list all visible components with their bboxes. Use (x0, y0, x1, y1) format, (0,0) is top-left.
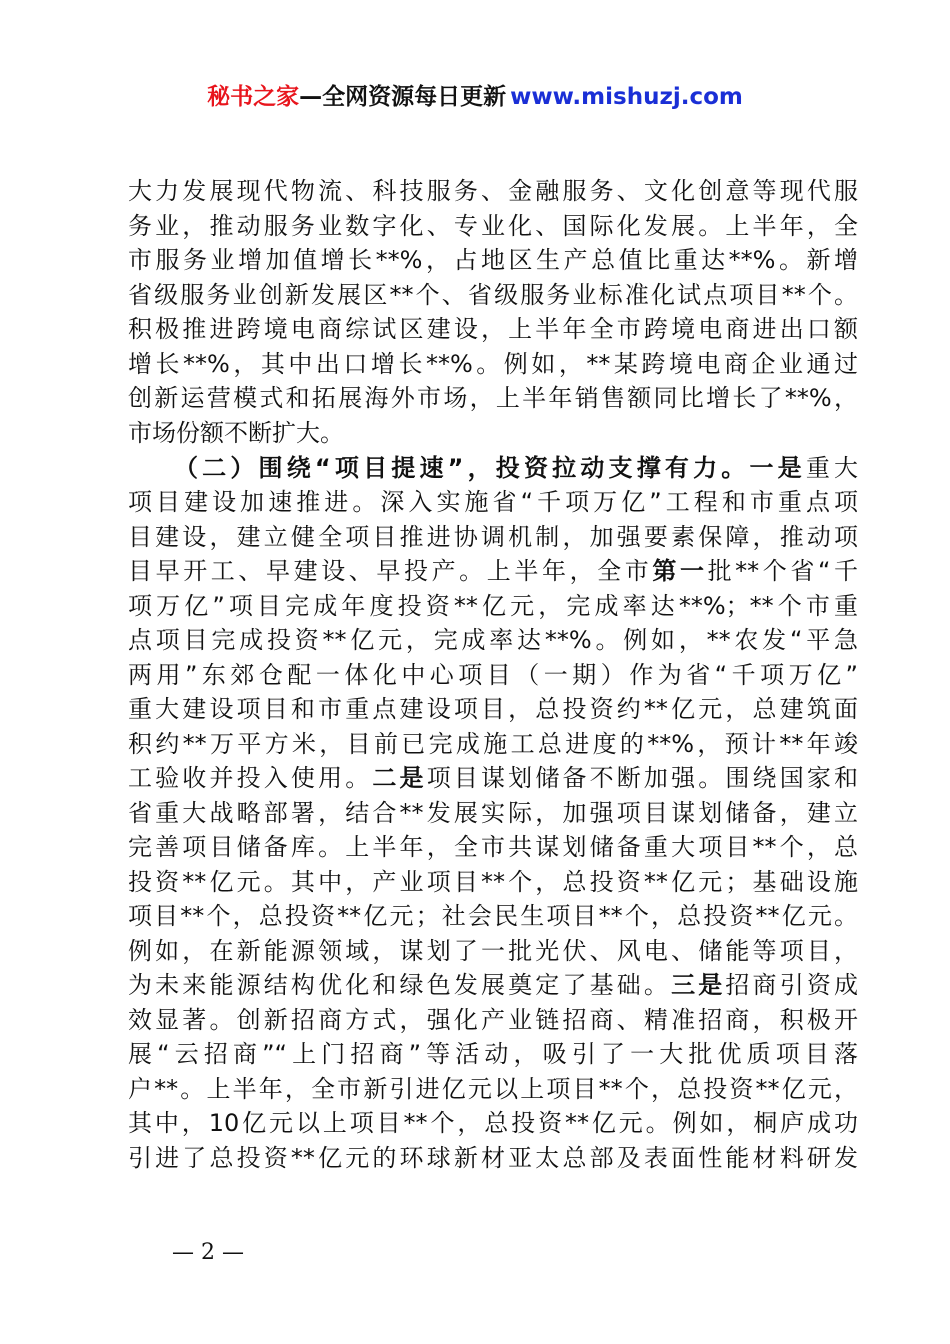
text-line: 引进了总投资**亿元的环球新材亚太总部及表面性能材料研发 (128, 1144, 858, 1172)
site-header (0, 82, 950, 112)
header-tagline: —全网资源每日更新 (299, 84, 507, 110)
text-line: 市服务业增加值增长**%，占地区生产总值比重达**%。新增 (128, 246, 858, 274)
text-fragment: 项目谋划储备不断加强。围绕国家和 (426, 764, 859, 792)
text-fragment: 为未来能源结构优化和绿色发展奠定了基础。 (128, 971, 672, 999)
text-line (128, 554, 858, 588)
point-marker-one: 一是 (749, 454, 806, 482)
text-line: 户**。上半年，全市新引进亿元以上项目**个，总投资**亿元， (128, 1075, 858, 1103)
text-line: 积极推进跨境电商综试区建设，上半年全市跨境电商进出口额 (128, 315, 858, 343)
text-fragment: 批**个省“千 (707, 557, 859, 585)
text-line: 市场份额不断扩大。 (128, 419, 344, 447)
text-line: 完善项目储备库。上半年，全市共谋划储备重大项目**个，总 (128, 833, 858, 861)
text-line: 效显著。创新招商方式，强化产业链招商、精准招商，积极开 (128, 1006, 858, 1034)
text-line: 创新运营模式和拓展海外市场，上半年销售额同比增长了**%， (128, 384, 858, 412)
brand-name: 秘书之家 (207, 84, 300, 110)
text-line: 务业，推动服务业数字化、专业化、国际化发展。上半年，全 (128, 212, 858, 240)
text-line: 展“云招商”“上门招商”等活动，吸引了一大批优质项目落 (128, 1040, 858, 1068)
text-line: 例如，在新能源领域，谋划了一批光伏、风电、储能等项目， (128, 937, 858, 965)
point-marker-three: 三是 (671, 971, 726, 999)
bold-emphasis: 第一 (652, 557, 708, 585)
text-line: 增长**%，其中出口增长**%。例如，**某跨境电商企业通过 (128, 350, 858, 378)
text-line: 目建设，建立健全项目推进协调机制，加强要素保障，推动项 (128, 523, 858, 551)
text-line: 点项目完成投资**亿元，完成率达**%。例如，**农发“平急 (128, 626, 858, 654)
site-url-link[interactable]: www.mishuzj.com (510, 84, 743, 110)
text-line: 两用”东郊仓配一体化中心项目（一期）作为省“千项万亿” (128, 661, 858, 689)
text-line: 项目建设加速推进。深入实施省“千项万亿”工程和市重点项 (128, 488, 858, 516)
page-number: — 2 — (172, 1240, 244, 1265)
text-line (128, 761, 858, 795)
text-line: 省级服务业创新发展区**个、省级服务业标准化试点项目**个。 (128, 281, 858, 309)
text-line: 项目**个，总投资**亿元；社会民生项目**个，总投资**亿元。 (128, 902, 858, 930)
text-line: 投资**亿元。其中，产业项目**个，总投资**亿元；基础设施 (128, 868, 858, 896)
text-line: 省重大战略部署，结合**发展实际，加强项目谋划储备，建立 (128, 799, 858, 827)
text-line: 重大建设项目和市重点建设项目，总投资约**亿元，总建筑面 (128, 695, 858, 723)
text-fragment: 工验收并投入使用。 (128, 764, 373, 792)
text-line: 大力发展现代物流、科技服务、金融服务、文化创意等现代服 (128, 177, 858, 205)
text-line: 积约**万平方米，目前已完成施工总进度的**%，预计**年竣 (128, 730, 858, 758)
text-line (128, 968, 858, 1002)
text-line: 其中，10亿元以上项目**个，总投资**亿元。例如，桐庐成功 (128, 1109, 858, 1137)
text-fragment: 重大 (805, 454, 859, 482)
text-fragment: 目早开工、早建设、早投产。上半年，全市 (128, 557, 653, 585)
section-heading: （二）围绕“项目提速”，投资拉动支撑有力。 (174, 454, 750, 482)
section-2-heading-line (174, 451, 858, 485)
text-line: 项万亿”项目完成年度投资**亿元，完成率达**%；**个市重 (128, 592, 858, 620)
text-fragment: 招商引资成 (725, 971, 859, 999)
point-marker-two: 二是 (372, 764, 427, 792)
